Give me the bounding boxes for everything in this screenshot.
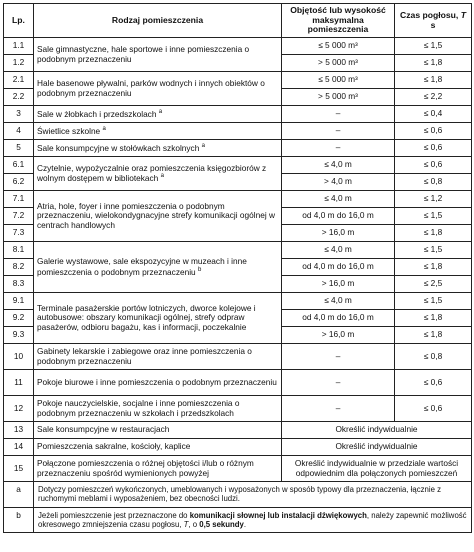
footnote-marker: a — [160, 173, 164, 180]
row-number: 9.1 — [4, 293, 34, 310]
volume-value: od 4,0 m do 16,0 m — [282, 310, 395, 327]
room-description: Galerie wystawowe, sale ekspozycyjne w muzeach i inne pomieszczenia o podobnym przeznaczeniu $^b$ — [34, 242, 282, 293]
header-volume: Objętość lub wysokość maksymalna pomieszczenia — [282, 4, 395, 38]
reverb-value: ≤ 0,4 — [395, 106, 472, 123]
reverb-value: ≤ 0,6 — [395, 157, 472, 174]
room-description: Gabinety lekarskie i zabiegowe oraz inne pomieszczenia o podobnym przeznaczeniu — [34, 344, 282, 370]
reverb-value: ≤ 0,6 — [395, 396, 472, 422]
table-row — [4, 72, 472, 89]
table-row — [4, 422, 472, 439]
row-number: 10 — [4, 344, 34, 370]
row-number: 2.1 — [4, 72, 34, 89]
room-description: Połączone pomieszczenia o różnej objętości i/lub o różnym przeznaczeniu spośród wymienionych powyżej — [34, 456, 282, 482]
reverb-value: ≤ 1,8 — [395, 225, 472, 242]
volume-value: – — [282, 140, 395, 157]
reverb-note: Określić indywidualnie w przedziale wartości odpowiednim dla połączonych pomieszczeń — [282, 456, 472, 482]
row-number: 1.1 — [4, 38, 34, 55]
volume-value: – — [282, 370, 395, 396]
reverb-value: ≤ 1,5 — [395, 293, 472, 310]
reverb-value: ≤ 2,2 — [395, 89, 472, 106]
row-number: 9.3 — [4, 327, 34, 344]
footnote-row — [4, 507, 472, 533]
room-description: Terminale pasażerskie portów lotniczych, dworce kolejowe i autobusowe: obszary komunikacji ogólnej, strefy odpraw pasażerów, odbioru bagażu, kas i informacji, poczekalnie — [34, 293, 282, 344]
room-description: Pomieszczenia sakralne, kościoły, kaplice — [34, 439, 282, 456]
table-row — [4, 106, 472, 123]
volume-value: > 5 000 m³ — [282, 55, 395, 72]
row-number: 1.2 — [4, 55, 34, 72]
table-row — [4, 439, 472, 456]
reverb-note: Określić indywidualnie — [282, 439, 472, 456]
reverb-value: ≤ 0,6 — [395, 140, 472, 157]
room-description: Pokoje nauczycielskie, socjalne i inne pomieszczenia o podobnym przeznaczeniu w szkołach i przedszkolach — [34, 396, 282, 422]
reverb-value: ≤ 1,8 — [395, 72, 472, 89]
row-number: 8.1 — [4, 242, 34, 259]
row-number: 8.3 — [4, 276, 34, 293]
table-row — [4, 157, 472, 174]
footnote-marker: b — [197, 266, 202, 273]
volume-value: – — [282, 106, 395, 123]
footnote-marker: a — [158, 108, 163, 115]
row-number: 8.2 — [4, 259, 34, 276]
table-row — [4, 456, 472, 482]
volume-value: > 4,0 m — [282, 174, 395, 191]
room-description: Sale konsumpcyjne w restauracjach — [34, 422, 282, 439]
reverb-value: ≤ 1,8 — [395, 310, 472, 327]
volume-value: ≤ 4,0 m — [282, 242, 395, 259]
volume-value: – — [282, 123, 395, 140]
volume-value: > 16,0 m — [282, 276, 395, 293]
row-number: 7.1 — [4, 191, 34, 208]
table-row — [4, 370, 472, 396]
room-description: Sale w żłobkach i przedszkolach $^a$ — [34, 106, 282, 123]
room-description: Hale basenowe pływalni, parków wodnych i innych obiektów o podobnym przeznaczeniu — [34, 72, 282, 106]
footnote-marker: a — [201, 142, 205, 149]
footnote-text: Dotyczy pomieszczeń wykończonych, umeblowanych i wyposażonych w sposób typowy dla przeznaczenia, łącznie z ruchomymi meblami i wyposażeniem, bez obecności ludzi. — [34, 482, 472, 508]
table-row — [4, 344, 472, 370]
room-description: Atria, hole, foyer i inne pomieszczenia o podobnym przeznaczeniu, wielokondygnacyjne strefy komunikacji ogólnej w centrach handlowych — [34, 191, 282, 242]
room-description: Sale gimnastyczne, hale sportowe i inne pomieszczenia o podobnym przeznaczeniu — [34, 38, 282, 72]
reverb-value: ≤ 1,8 — [395, 259, 472, 276]
volume-value: od 4,0 m do 16,0 m — [282, 259, 395, 276]
row-number: 6.2 — [4, 174, 34, 191]
table-row — [4, 293, 472, 310]
table-row — [4, 123, 472, 140]
row-number: 4 — [4, 123, 34, 140]
reverberation-table — [3, 3, 472, 533]
reverb-value: ≤ 1,2 — [395, 191, 472, 208]
reverb-value: ≤ 1,5 — [395, 208, 472, 225]
room-description: Świetlice szkolne $^a$ — [34, 123, 282, 140]
row-number: 13 — [4, 422, 34, 439]
table-row — [4, 191, 472, 208]
row-number: 12 — [4, 396, 34, 422]
reverb-value: ≤ 1,5 — [395, 242, 472, 259]
table-row — [4, 242, 472, 259]
footnote-label: b — [4, 507, 34, 533]
row-number: 15 — [4, 456, 34, 482]
reverb-value: ≤ 1,8 — [395, 327, 472, 344]
row-number: 7.3 — [4, 225, 34, 242]
volume-value: – — [282, 344, 395, 370]
reverb-value: ≤ 1,8 — [395, 55, 472, 72]
row-number: 9.2 — [4, 310, 34, 327]
room-description: Sale konsumpcyjne w stołówkach szkolnych $^a$ — [34, 140, 282, 157]
reverb-value: ≤ 0,8 — [395, 174, 472, 191]
table-row — [4, 38, 472, 55]
volume-value: ≤ 5 000 m³ — [282, 72, 395, 89]
row-number: 14 — [4, 439, 34, 456]
room-description: Czytelnie, wypożyczalnie oraz pomieszczenia księgozbiorów z wolnym dostępem w bibliotekach $^a$ — [34, 157, 282, 191]
footnote-row — [4, 482, 472, 508]
header-reverb-time: Czas pogłosu, T s — [395, 4, 472, 38]
row-number: 6.1 — [4, 157, 34, 174]
reverb-value: ≤ 1,5 — [395, 38, 472, 55]
reverb-value: ≤ 0,6 — [395, 123, 472, 140]
reverb-value: ≤ 0,8 — [395, 344, 472, 370]
footnote-label: a — [4, 482, 34, 508]
volume-value: > 16,0 m — [282, 327, 395, 344]
room-description: Pokoje biurowe i inne pomieszczenia o podobnym przeznaczeniu — [34, 370, 282, 396]
row-number: 2.2 — [4, 89, 34, 106]
row-number: 5 — [4, 140, 34, 157]
table-row — [4, 396, 472, 422]
volume-value: od 4,0 m do 16,0 m — [282, 208, 395, 225]
row-number: 3 — [4, 106, 34, 123]
volume-value: ≤ 4,0 m — [282, 157, 395, 174]
reverb-value: ≤ 0,6 — [395, 370, 472, 396]
header-lp: Lp. — [4, 4, 34, 38]
volume-value: ≤ 4,0 m — [282, 191, 395, 208]
header-row — [4, 4, 472, 38]
row-number: 11 — [4, 370, 34, 396]
volume-value: ≤ 4,0 m — [282, 293, 395, 310]
volume-value: ≤ 5 000 m³ — [282, 38, 395, 55]
table-row — [4, 140, 472, 157]
volume-value: – — [282, 396, 395, 422]
volume-value: > 16,0 m — [282, 225, 395, 242]
volume-value: > 5 000 m³ — [282, 89, 395, 106]
row-number: 7.2 — [4, 208, 34, 225]
footnote-marker: a — [102, 125, 106, 132]
reverb-note: Określić indywidualnie — [282, 422, 472, 439]
header-room-type: Rodzaj pomieszczenia — [34, 4, 282, 38]
footnote-text: Jeżeli pomieszczenie jest przeznaczone do komunikacji słownej lub instalacji dźwiękowych, należy zapewnić możliwość okresowego zmniejszenia czasu pogłosu, T, o 0,5 sekundy. — [34, 507, 472, 533]
reverb-value: ≤ 2,5 — [395, 276, 472, 293]
